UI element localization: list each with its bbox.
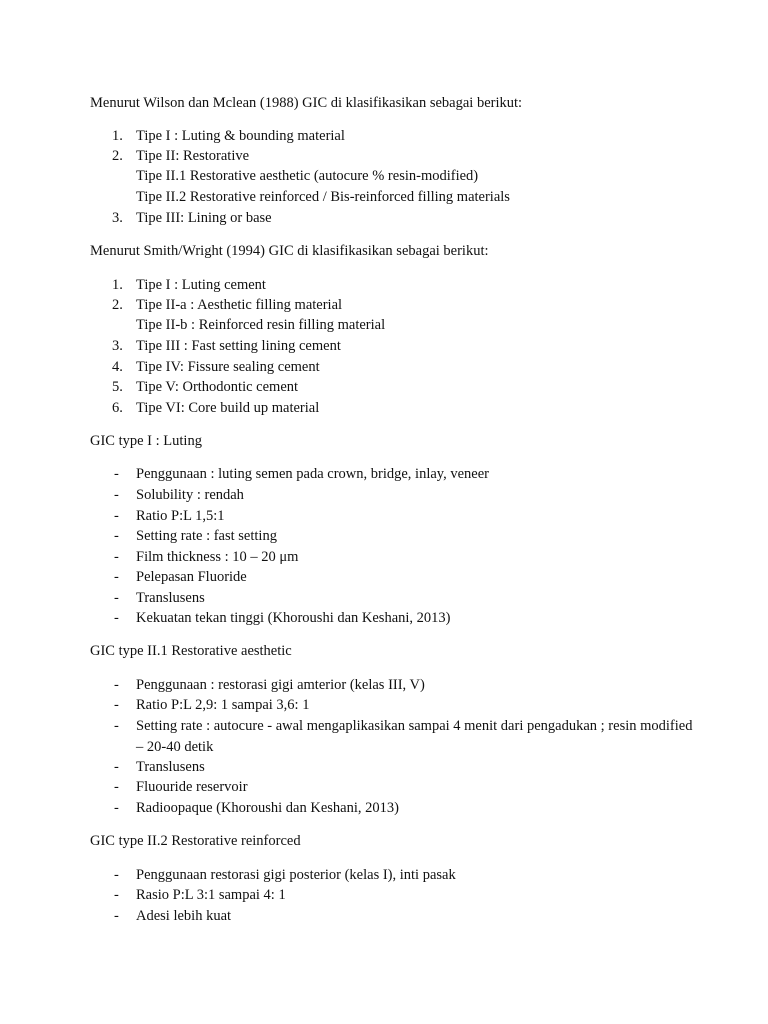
- list-text: Ratio P:L 1,5:1: [136, 508, 225, 524]
- list-text: Solubility : rendah: [136, 487, 244, 503]
- list-marker: 3.: [112, 210, 123, 226]
- list-item: [0, 126, 768, 146]
- list-item: [0, 588, 768, 608]
- list-item: [0, 295, 768, 315]
- list-text: Ratio P:L 2,9: 1 sampai 3,6: 1: [136, 697, 310, 713]
- list-item: [0, 526, 768, 546]
- bullet-dash: -: [114, 590, 119, 606]
- list-item: [0, 166, 768, 186]
- list-text: Tipe II.2 Restorative reinforced / Bis-reinforced filling materials: [136, 189, 510, 205]
- list-marker: 1.: [112, 128, 123, 144]
- list-text: Tipe II.1 Restorative aesthetic (autocure % resin-modified): [136, 168, 479, 184]
- list-item: [0, 357, 768, 377]
- bullet-dash: -: [114, 718, 119, 734]
- list-text: Film thickness : 10 – 20 μm: [136, 549, 299, 565]
- bullet-dash: -: [114, 487, 119, 503]
- list-item: [0, 275, 768, 295]
- bullet-dash: -: [114, 887, 119, 903]
- bullet-dash: -: [114, 610, 119, 626]
- list-text: Tipe I : Luting & bounding material: [136, 128, 345, 144]
- list-item: [0, 398, 768, 418]
- bullet-dash: -: [114, 867, 119, 883]
- list-item: [0, 187, 768, 207]
- list-item: [0, 464, 768, 484]
- list-item: [0, 485, 768, 505]
- list-item: [0, 506, 768, 526]
- list-text: Penggunaan : restorasi gigi amterior (kelas III, V): [136, 677, 425, 693]
- bullet-dash: -: [114, 759, 119, 775]
- bullet-dash: -: [114, 528, 119, 544]
- bullet-dash: -: [114, 549, 119, 565]
- list-item: [0, 885, 768, 905]
- list-marker: 2.: [112, 297, 123, 313]
- list-text: Tipe IV: Fissure sealing cement: [136, 359, 320, 375]
- list-text: Penggunaan : luting semen pada crown, bridge, inlay, veneer: [136, 466, 489, 482]
- list-text: Setting rate : autocure - awal mengaplikasikan sampai 4 menit dari pengadukan ; resin modified – 20-40 detik: [136, 718, 693, 755]
- list-text: Pelepasan Fluoride: [136, 569, 247, 585]
- list-text: Tipe V: Orthodontic cement: [136, 379, 299, 395]
- list-marker: 4.: [112, 359, 123, 375]
- wilson-intro: Menurut Wilson dan Mclean (1988) GIC di klasifikasikan sebagai berikut:: [90, 95, 523, 111]
- list-item: [0, 377, 768, 397]
- list-text: Penggunaan restorasi gigi posterior (kelas I), inti pasak: [136, 867, 456, 883]
- list-text: Fluouride reservoir: [136, 779, 248, 795]
- bullet-dash: -: [114, 466, 119, 482]
- list-marker: 3.: [112, 338, 123, 354]
- list-item: [0, 777, 768, 797]
- bullet-dash: -: [114, 908, 119, 924]
- list-text: Tipe VI: Core build up material: [136, 400, 320, 416]
- list-text: Tipe II: Restorative: [136, 148, 250, 164]
- list-text: Adesi lebih kuat: [136, 908, 232, 924]
- list-item: [0, 906, 768, 926]
- bullet-dash: -: [114, 677, 119, 693]
- type22-heading: GIC type II.2 Restorative reinforced: [90, 833, 301, 849]
- list-item: [0, 567, 768, 587]
- list-item: [0, 695, 768, 715]
- list-text: Rasio P:L 3:1 sampai 4: 1: [136, 887, 286, 903]
- list-item: [0, 757, 768, 777]
- bullet-dash: -: [114, 779, 119, 795]
- list-text: Tipe I : Luting cement: [136, 277, 266, 293]
- list-item: [0, 547, 768, 567]
- list-item: [0, 675, 768, 695]
- list-item: [0, 865, 768, 885]
- list-item: [0, 208, 768, 228]
- list-item: [0, 146, 768, 166]
- list-text: Tipe II-a : Aesthetic filling material: [136, 297, 343, 313]
- list-marker: 2.: [112, 148, 123, 164]
- list-text: Tipe III: Lining or base: [136, 210, 272, 226]
- bullet-dash: -: [114, 697, 119, 713]
- list-text: Setting rate : fast setting: [136, 528, 277, 544]
- list-marker: 1.: [112, 277, 123, 293]
- type1-heading: GIC type I : Luting: [90, 433, 202, 449]
- bullet-dash: -: [114, 800, 119, 816]
- bullet-dash: -: [114, 508, 119, 524]
- list-item: [0, 798, 768, 818]
- smith-intro: Menurut Smith/Wright (1994) GIC di klasifikasikan sebagai berikut:: [90, 243, 489, 259]
- list-marker: 6.: [112, 400, 123, 416]
- list-text: Tipe II-b : Reinforced resin filling material: [136, 317, 386, 333]
- list-text: Radioopaque (Khoroushi dan Keshani, 2013): [136, 800, 399, 816]
- type21-heading: GIC type II.1 Restorative aesthetic: [90, 643, 292, 659]
- bullet-dash: -: [114, 569, 119, 585]
- list-text: Translusens: [136, 759, 205, 775]
- list-text: Tipe III : Fast setting lining cement: [136, 338, 341, 354]
- list-item: [0, 608, 768, 628]
- list-item: [0, 336, 768, 356]
- list-text: Translusens: [136, 590, 205, 606]
- list-item: [0, 315, 768, 335]
- list-marker: 5.: [112, 379, 123, 395]
- list-text: Kekuatan tekan tinggi (Khoroushi dan Keshani, 2013): [136, 610, 451, 626]
